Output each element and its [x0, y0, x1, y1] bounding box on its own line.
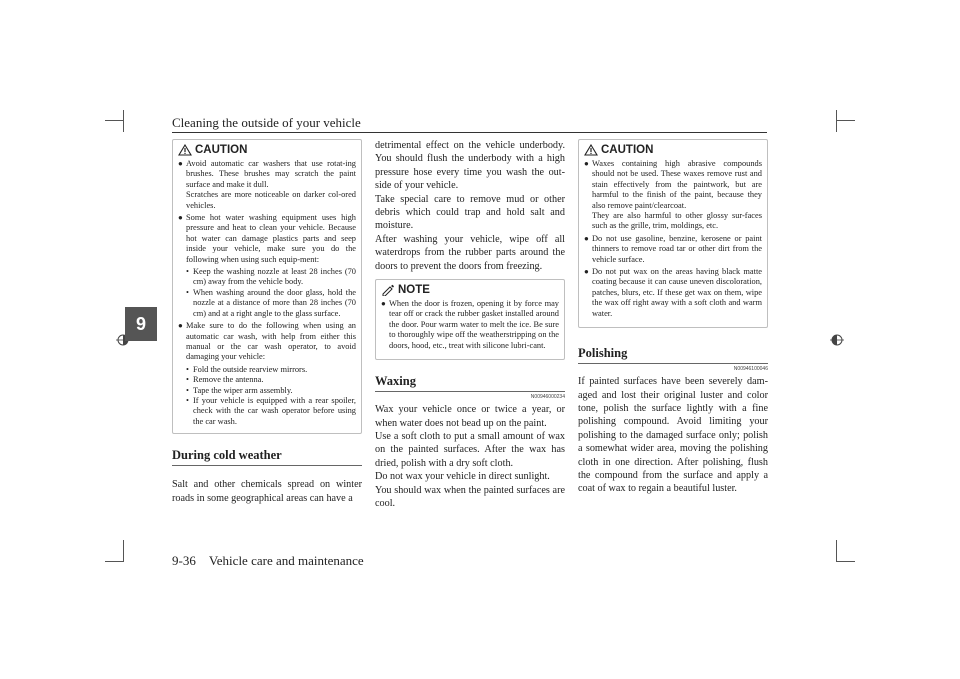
sub-item: • Keep the washing nozzle at least 28 inches (70 cm) away from the vehicle body. [186, 267, 356, 287]
sub-item: • If your vehicle is equipped with a rear spoiler, check with the car wash operator before using the car wash. [186, 395, 356, 426]
header-rule [172, 132, 767, 133]
note-label: NOTE [398, 284, 430, 297]
page-footer [172, 553, 364, 569]
column-3 [578, 139, 768, 496]
caution-header [178, 144, 356, 156]
body-paragraph: detrimental effect on the vehicle underbody. You should flush the underbody with a high pressure hose every time you wash the out-side of your vehicle. [375, 140, 565, 192]
crop-mark-top-right-h [837, 120, 855, 121]
section-heading-cold-weather: During cold weather [172, 448, 362, 466]
section-code: N00946000234 [530, 394, 565, 401]
bullet-icon: ● [584, 233, 589, 243]
body-paragraph: Wax your vehicle once or twice a year, or when water does not bead up on the paint. [375, 404, 565, 429]
sub-bullet-icon: • [186, 385, 189, 395]
body-paragraph: If painted surfaces have been severely dam-aged and lost their original luster and color tone, polish the surface lightly with a fine polishing compound. Avoid limiting your polishing to the damaged surface only; polish a somewhat wider area, moving the polishing cloth in one direction. After polishing, flush the compound from the surface and apply a coat of wax to regain a beautiful luster. [578, 376, 768, 495]
sub-bullet-icon: • [186, 364, 189, 374]
crop-mark-bottom-left-v [123, 540, 124, 562]
sub-bullet-icon: • [186, 395, 189, 405]
section-code: N00946100046 [733, 366, 768, 373]
section-heading-waxing: Waxing [375, 374, 565, 392]
body-paragraph: Do not wax your vehicle in direct sunlight. [375, 471, 550, 483]
body-paragraph: Take special care to remove mud or other debris which could trap and hold salt and moisture. [375, 193, 565, 232]
bullet-icon: ● [178, 213, 183, 223]
sub-item: • Fold the outside rearview mirrors. [186, 364, 308, 374]
warning-triangle-icon [584, 144, 598, 156]
sub-bullet-icon: • [186, 267, 189, 277]
sub-bullet-icon: • [186, 375, 189, 385]
caution-box [578, 139, 768, 328]
column-1 [172, 139, 362, 505]
body-paragraph: You should wax when the painted surfaces are cool. [375, 484, 565, 509]
caution-label: CAUTION [601, 144, 654, 156]
section-heading-polishing: Polishing [578, 346, 768, 364]
note-item [381, 299, 559, 351]
caution-item-text: Waxes containing high abrasive compounds should not be used. These waxes remove rust and stain effectively from the paintwork, but are harmful to the finish of the paint, because they also remove paint/clearcoat. [592, 159, 762, 210]
body-paragraph: Use a soft cloth to put a small amount of wax on the painted surfaces. After the wax has dried, polish with a dry soft cloth. [375, 430, 565, 469]
crop-mark-top-right-v [836, 110, 837, 132]
bullet-icon: ● [584, 267, 589, 277]
caution-item [584, 159, 762, 232]
crop-mark-bottom-right-h [837, 561, 855, 562]
caution-item-text: Some hot water washing equipment uses high pressure and heat to clean your vehicle. Because hot water can damage plastics parts and seep inside your vehicle, make sure you do the following when using such equip-ment: [186, 213, 356, 264]
sub-item: • When washing around the door glass, hold the nozzle at a distance of more than 28 inches (70 cm) and at a right angle to the glass surface. [186, 287, 356, 318]
sub-bullet-icon: • [186, 287, 189, 297]
sub-item: • Tape the wiper arm assembly. [186, 385, 293, 395]
note-header [381, 284, 559, 296]
footer-section: Vehicle care and maintenance [208, 553, 364, 568]
warning-triangle-icon [178, 144, 192, 156]
column-2 [375, 139, 565, 510]
caution-item-text: Avoid automatic car washers that use rotat-ing brushes. These brushes may scratch the paint surface and make it dull. [186, 159, 356, 189]
caution-item-text: Make sure to do the following when using an automatic car wash, with help from either this manual or the car wash operator, to avoid damaging your vehicle: [186, 321, 356, 362]
caution-item [584, 267, 762, 319]
bullet-icon: ● [178, 321, 183, 331]
bullet-icon: ● [381, 299, 386, 309]
body-paragraph: Salt and other chemicals spread on winter roads in some geographical areas can have a [172, 479, 362, 504]
crop-mark-bottom-left-h [105, 561, 123, 562]
caution-box [172, 139, 362, 434]
caution-item [178, 213, 356, 265]
bullet-icon: ● [584, 159, 589, 168]
caution-header [584, 144, 762, 156]
crop-mark-bottom-right-v [836, 540, 837, 562]
caution-item [178, 159, 356, 211]
sub-item: • Remove the antenna. [186, 375, 264, 385]
note-item-text: When the door is frozen, opening it by force may tear off or crack the rubber gasket installed around the door. Pour warm water to melt the ice. Be sure to thoroughly wipe off the weatherstripping on the doors, hood, etc., treat with silicone lubri-cant. [389, 299, 559, 350]
note-box [375, 279, 565, 360]
crop-mark-top-left-h [105, 120, 123, 121]
caution-item-text: Do not put wax on the areas having black matte coating because it can cause uneven discoloration, patches, blurs, etc. If these get wax on them, wipe the wax off right away with a soft cloth and warm water. [592, 267, 762, 318]
caution-item-text: Do not use gasoline, benzine, kerosene or paint thinners to remove road tar or other dirt from the vehicle surface. [592, 233, 762, 264]
page-header-title: Cleaning the outside of your vehicle [172, 115, 361, 130]
chapter-tab: 9 [125, 307, 157, 341]
caution-item-extra: Scratches are more noticeable on darker col-ored vehicles. [186, 190, 356, 210]
caution-label: CAUTION [195, 144, 248, 156]
crop-mark-top-left-v [123, 110, 124, 132]
bullet-icon: ● [178, 159, 183, 168]
note-pencil-icon [381, 284, 395, 296]
page-number: 9-36 [172, 553, 196, 568]
registration-mark-right-icon [830, 333, 844, 347]
caution-item-extra: They are also harmful to other glossy sur-faces such as the grille, trim, moldings, etc. [592, 211, 762, 231]
caution-item [584, 234, 762, 265]
caution-item [178, 321, 356, 363]
body-paragraph: After washing your vehicle, wipe off all waterdrops from the rubber parts around the doors to prevent the doors from freezing. [375, 233, 565, 272]
